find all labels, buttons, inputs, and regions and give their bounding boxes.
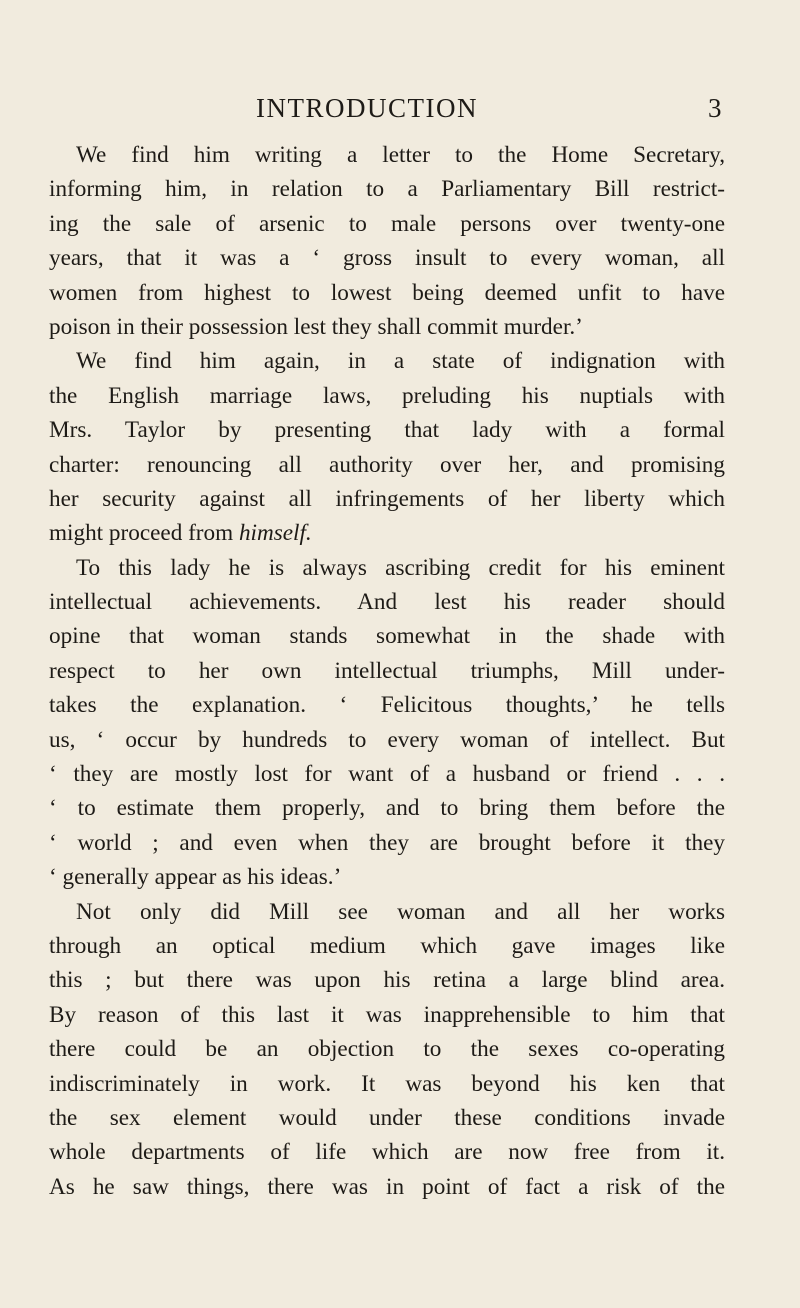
paragraph-line: ‘ generally appear as his ideas.’ — [49, 864, 342, 891]
paragraph-line: By reason of this last it was inapprehensible to him that — [49, 1001, 725, 1028]
paragraph-line: ing the sale of arsenic to male persons over twenty-one — [49, 210, 725, 237]
running-head-title: INTRODUCTION — [256, 93, 478, 123]
paragraph-line: As he saw things, there was in point of fact a risk of the — [49, 1173, 725, 1200]
paragraph-line: poison in their possession lest they shall commit murder.’ — [49, 313, 583, 340]
paragraph-line: informing him, in relation to a Parliamentary Bill restrict- — [49, 176, 725, 203]
paragraph-line: ‘ to estimate them properly, and to bring them before the — [49, 795, 725, 822]
paragraph-line: intellectual achievements. And lest his reader should — [49, 589, 725, 616]
paragraph-line: respect to her own intellectual triumphs, Mill under- — [49, 657, 725, 684]
paragraph-line: this ; but there was upon his retina a large blind area. — [49, 967, 725, 994]
paragraph-line — [49, 516, 725, 550]
paragraph-line: ‘ they are mostly lost for want of a husband or friend . . . — [49, 761, 725, 788]
paragraph-line: the English marriage laws, preluding his nuptials with — [49, 382, 725, 409]
italic-emphasis: himself. — [238, 520, 312, 547]
paragraph-line: ‘ world ; and even when they are brought before it they — [49, 829, 725, 856]
paragraph-line: years, that it was a ‘ gross insult to every woman, all — [49, 245, 725, 272]
paragraph-line: her security against all infringements of her liberty which — [49, 485, 725, 512]
paragraph-line: To this lady he is always ascribing credit for his eminent — [76, 554, 725, 581]
paragraph-line: takes the explanation. ‘ Felicitous thoughts,’ he tells — [49, 692, 725, 719]
paragraph-line: us, ‘ occur by hundreds to every woman of intellect. But — [49, 726, 725, 753]
paragraph-line: there could be an objection to the sexes co-operating — [49, 1036, 725, 1063]
page-number: 3 — [708, 93, 722, 123]
paragraph-line-text: might proceed from — [49, 520, 234, 547]
paragraph-line: through an optical medium which gave images like — [49, 932, 725, 959]
paragraph-line: charter: renouncing all authority over her, and promising — [49, 451, 725, 478]
paragraph-line: Not only did Mill see woman and all her works — [76, 898, 725, 925]
paragraph-line: the sex element would under these conditions invade — [49, 1104, 725, 1131]
paragraph-line: opine that woman stands somewhat in the shade with — [49, 623, 725, 650]
body-text — [49, 138, 725, 1204]
paragraph-line: whole departments of life which are now free from it. — [49, 1139, 725, 1166]
paragraph-line: We find him again, in a state of indignation with — [76, 348, 725, 375]
running-head — [0, 88, 800, 128]
paragraph-line: We find him writing a letter to the Home Secretary, — [76, 142, 725, 168]
paragraph-line: women from highest to lowest being deemed unfit to have — [49, 279, 725, 306]
paragraph-line: indiscriminately in work. It was beyond his ken that — [49, 1070, 725, 1097]
paragraph-line: Mrs. Taylor by presenting that lady with a formal — [49, 417, 725, 444]
